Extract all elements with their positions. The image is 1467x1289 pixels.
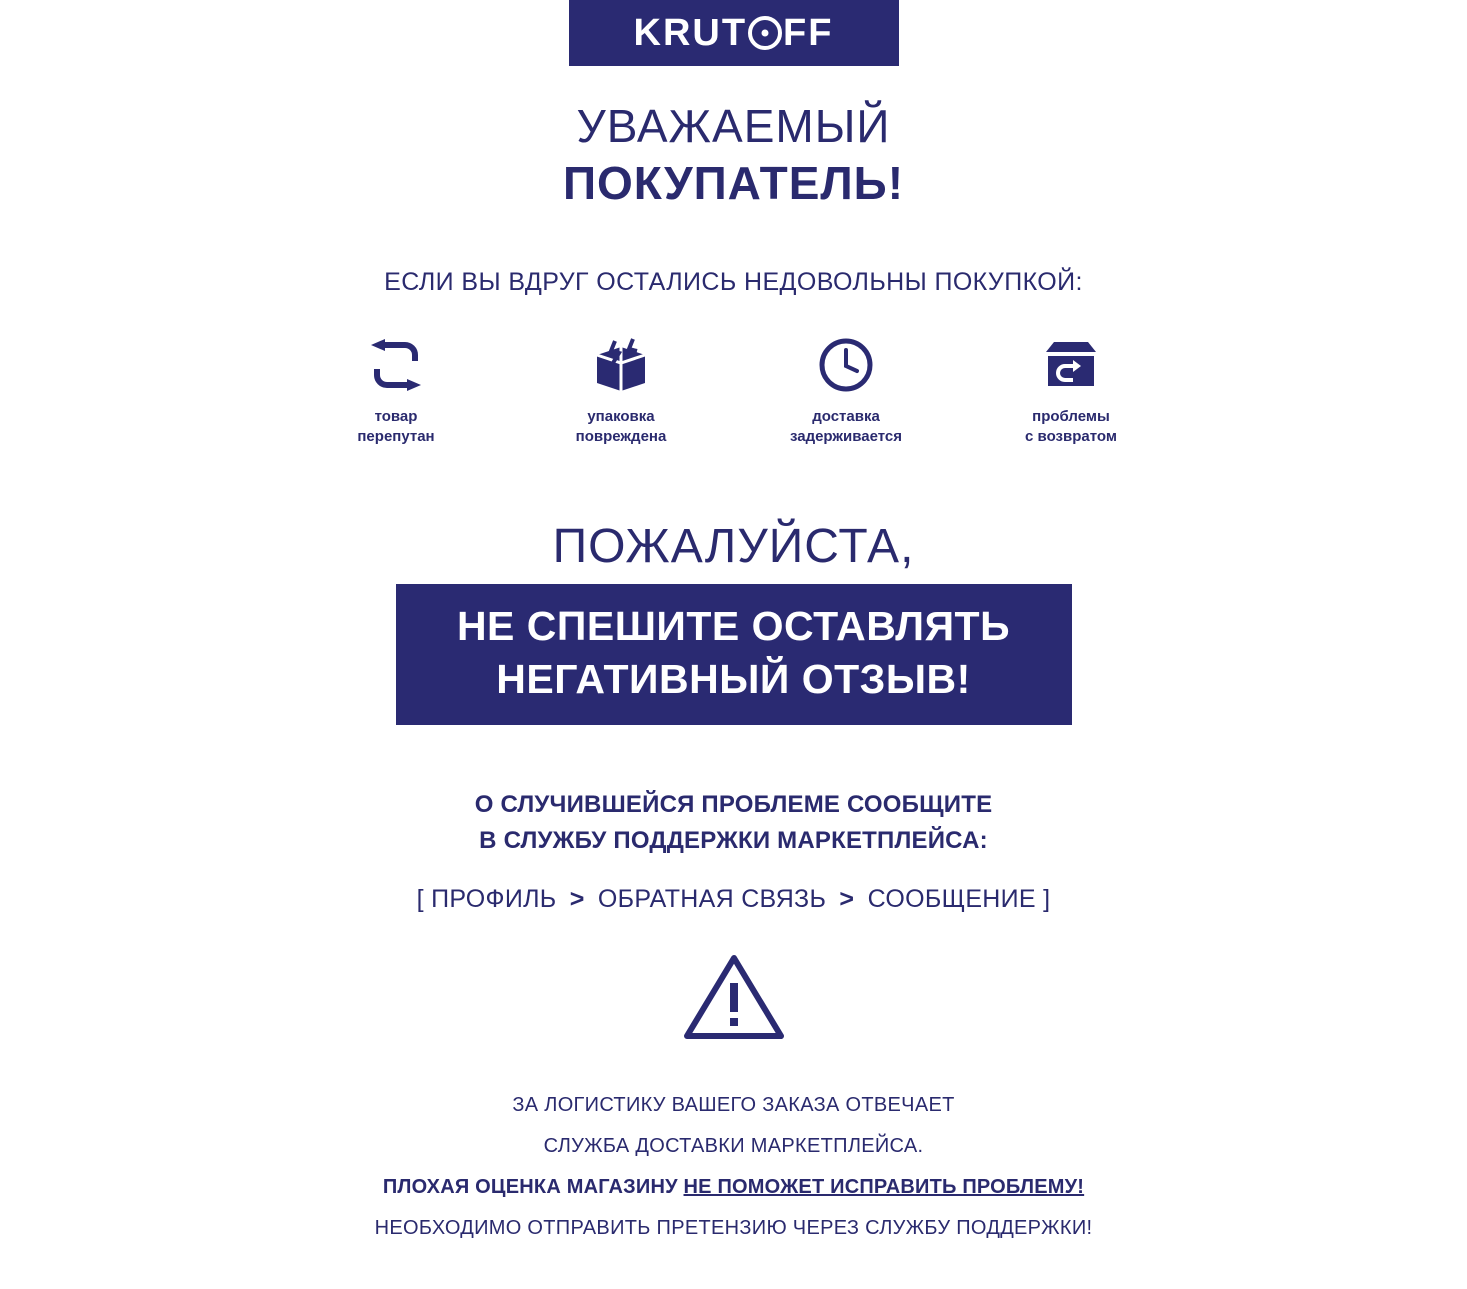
list-item-caption: [764, 407, 929, 448]
list-item-caption: [989, 407, 1154, 448]
clock-icon: [764, 335, 929, 395]
list-item: [764, 335, 929, 448]
support-path-step1: [ ПРОФИЛЬ: [416, 885, 557, 914]
banner-line-2: НЕГАТИВНЫЙ ОТЗЫВ!: [496, 655, 971, 702]
list-item-caption-line2: с возвратом: [1025, 428, 1117, 446]
footer-line-2: СЛУЖБА ДОСТАВКИ МАРКЕТПЛЕЙСА.: [543, 1135, 924, 1158]
footer-line-3: [0, 1167, 1467, 1208]
warning-area: [0, 950, 1467, 1047]
page-subtitle: ЕСЛИ ВЫ ВДРУГ ОСТАЛИСЬ НЕДОВОЛЬНЫ ПОКУПКОЙ:: [384, 267, 1083, 296]
list-item-caption: [314, 407, 479, 448]
negative-review-banner: [396, 584, 1072, 725]
brand-logo-text-before: KRUT: [633, 11, 748, 54]
return-box-icon: [989, 335, 1154, 395]
list-item-caption-line2: повреждена: [575, 428, 667, 446]
page-title-line2: ПОКУПАТЕЛЬ!: [562, 156, 905, 209]
ring-o-icon: [748, 16, 782, 50]
swap-arrows-icon: [314, 335, 479, 395]
support-line-2: В СЛУЖБУ ПОДДЕРЖКИ МАРКЕТПЛЕЙСА:: [479, 827, 988, 855]
page-title-line1: УВАЖАЕМЫЙ: [576, 100, 891, 152]
damaged-box-icon: [539, 335, 704, 395]
list-item: [989, 335, 1154, 448]
support-path-step2: ОБРАТНАЯ СВЯЗЬ: [597, 885, 827, 914]
brand-logo-text-after: FF: [783, 11, 834, 54]
list-item: [539, 335, 704, 448]
warning-triangle-icon: [680, 950, 788, 1047]
list-item-caption-line1: товар: [374, 407, 418, 425]
list-item: [314, 335, 479, 448]
list-item-caption-line2: перепутан: [357, 428, 435, 446]
footer-line-1: ЗА ЛОГИСТИКУ ВАШЕГО ЗАКАЗА ОТВЕЧАЕТ: [512, 1094, 955, 1117]
plea-please-text: ПОЖАЛУЙСТА,: [552, 520, 915, 574]
list-item-caption-line1: доставка: [812, 407, 880, 425]
footer-line-3-prefix: ПЛОХАЯ ОЦЕНКА МАГАЗИНУ: [382, 1176, 684, 1199]
footer-note: [0, 1085, 1467, 1289]
support-line-1: О СЛУЧИВШЕЙСЯ ПРОБЛЕМЕ СООБЩИТЕ: [474, 791, 993, 819]
brand-logo-text: [634, 12, 834, 55]
brand-logo: [569, 0, 899, 66]
chevron-right-icon-1: >: [569, 885, 585, 914]
footer-line-3-emphasis: НЕ ПОМОЖЕТ ИСПРАВИТЬ ПРОБЛЕМУ!: [683, 1176, 1085, 1199]
footer-line-4: НЕОБХОДИМО ОТПРАВИТЬ ПРЕТЕНЗИЮ ЧЕРЕЗ СЛУЖБУ ПОДДЕРЖКИ!: [374, 1217, 1093, 1240]
list-item-caption: [539, 407, 704, 448]
list-item-caption-line1: проблемы: [1032, 407, 1110, 425]
list-item-caption-line1: упаковка: [587, 407, 655, 425]
chevron-right-icon-2: >: [839, 885, 855, 914]
support-path: [0, 885, 1467, 914]
support-path-step3: СООБЩЕНИЕ ]: [867, 885, 1051, 914]
support-instructions: [0, 787, 1467, 859]
reasons-list: [0, 335, 1467, 448]
list-item-caption-line2: задерживается: [789, 428, 903, 446]
banner-line-1: НЕ СПЕШИТЕ ОСТАВЛЯТЬ: [456, 603, 1011, 650]
